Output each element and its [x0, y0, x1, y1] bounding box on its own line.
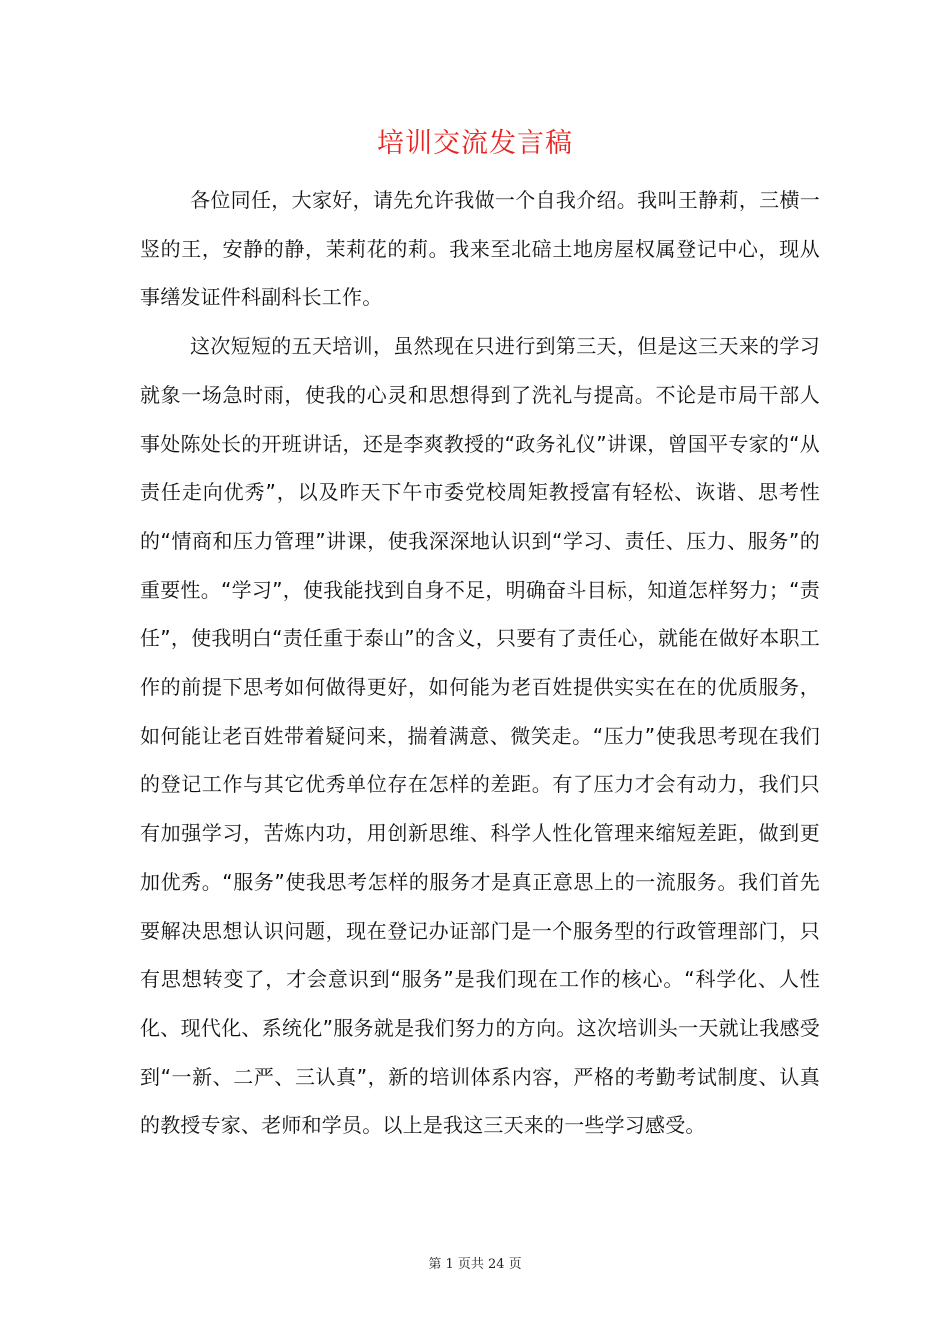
document-title: 培训交流发言稿	[377, 128, 573, 159]
paragraph-introduction: 各位同任，大家好，请先允许我做一个自我介绍。我叫王静莉，三横一竖的王，安静的静，茉莉花的莉。我来至北碚土地房屋权属登记中心，现从事缮发证件科副科长工作。	[140, 188, 820, 310]
paragraph-training-reflection: 这次短短的五天培训，虽然现在只进行到第三天，但是这三天来的学习就象一场急时雨，使我的心灵和思想得到了洗礼与提高。不论是市局干部人事处陈处长的开班讲话，还是李爽教授的“政务礼仪”讲课，曾国平专家的“从责任走向优秀”，以及昨天下午市委党校周矩教授富有轻松、诙谐、思考性的“情商和压力管理”讲课，使我深深地认识到“学习、责任、压力、服务”的重要性。“学习”，使我能找到自身不足，明确奋斗目标，知道怎样努力；“责任”，使我明白“责任重于泰山”的含义，只要有了责任心，就能在做好本职工作的前提下思考如何做得更好，如何能为老百姓提供实实在在的优质服务，如何能让老百姓带着疑问来，揣着满意、微笑走。“压力”使我思考现在我们的登记工作与其它优秀单位存在怎样的差距。有了压力才会有动力，我们只有加强学习，苦炼内功，用创新思维、科学人性化管理来缩短差距，做到更加优秀。“服务”使我思考怎样的服务才是真正意思上的一流服务。我们首先要解决思想认识问题，现在登记办证部门是一个服务型的行政管理部门，只有思想转变了，才会意识到“服务”是我们现在工作的核心。“科学化、人性化、现代化、系统化”服务就是我们努力的方向。这次培训头一天就让我感受到“一新、二严、三认真”，新的培训体系内容，严格的考勤考试制度、认真的教授专家、老师和学员。以上是我这三天来的一些学习感受。	[140, 334, 820, 1138]
document-body	[140, 176, 820, 1150]
page-number-footer: 第 1 页共 24 页	[428, 1257, 522, 1272]
